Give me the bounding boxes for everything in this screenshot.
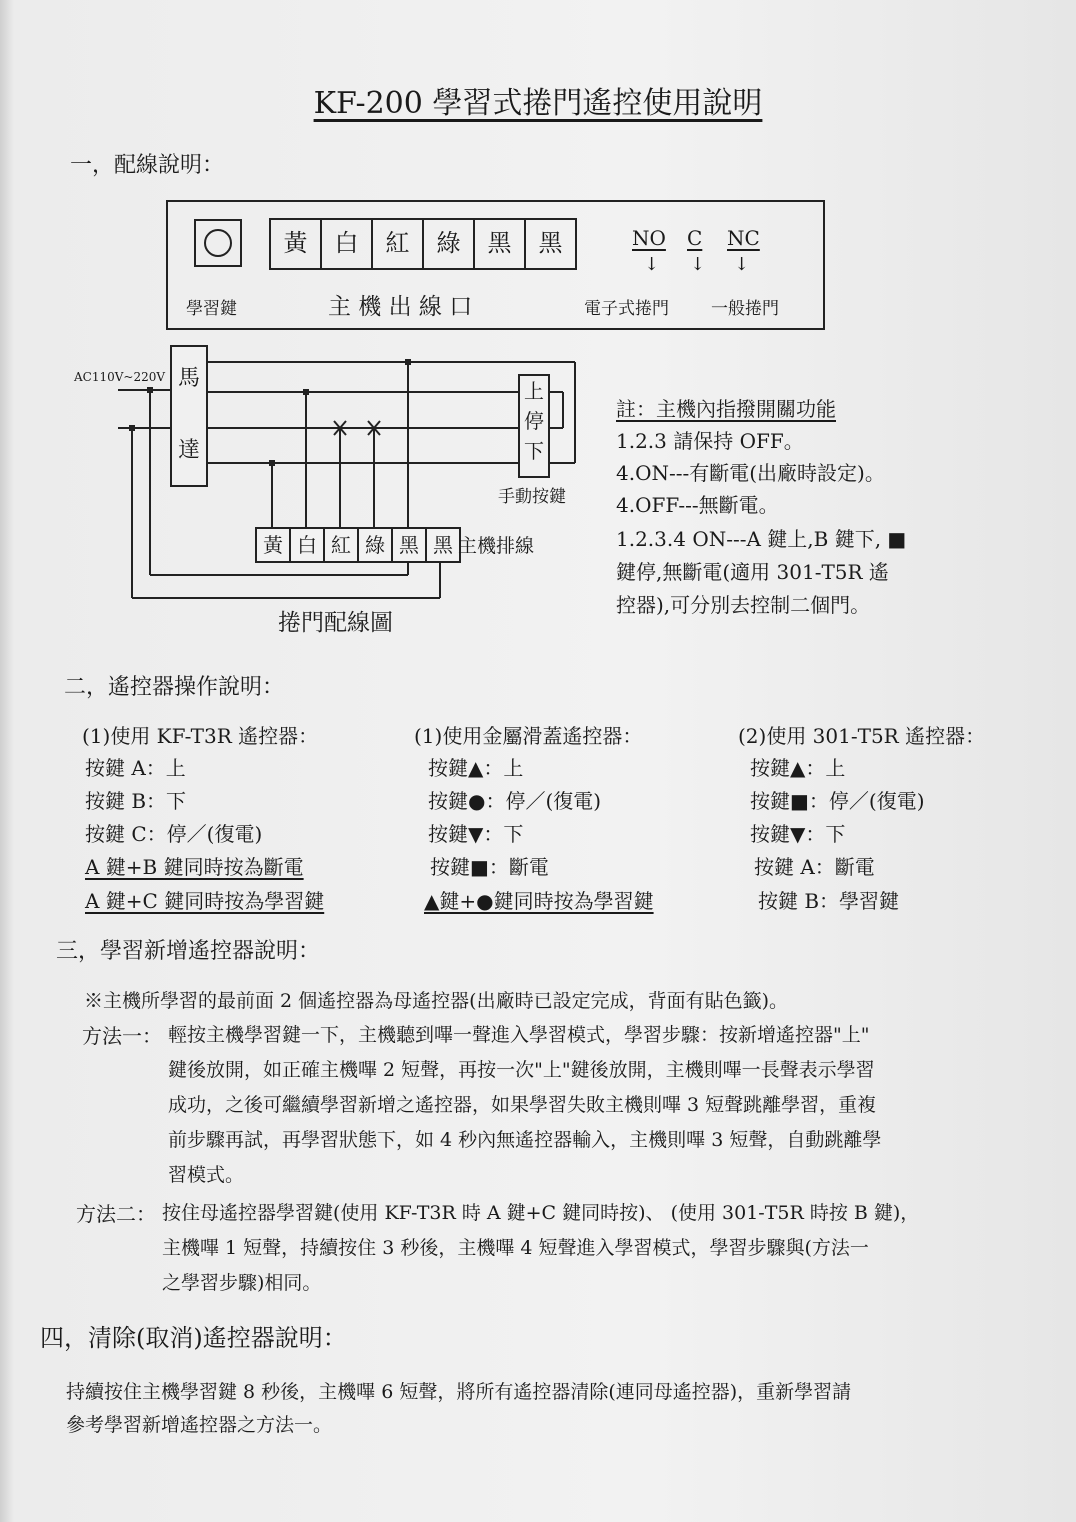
switch-down-label: 下 [524, 439, 544, 463]
mother-remote-note: ※主機所學習的最前面 2 個遙控器為母遙控器(出廠時已設定完成，背面有貼色籤)。 [84, 990, 788, 1012]
remote-col2-line: 按鍵▼：下 [428, 822, 524, 846]
remote-col3-line: 按鍵▲：上 [750, 756, 846, 780]
clear-remote-line: 參考學習新增遙控器之方法一。 [66, 1414, 333, 1436]
note-heading: 註：主機內指撥開關功能 [616, 397, 836, 421]
wire-color: 白 [322, 220, 373, 268]
wire-color: 黑 [538, 229, 563, 257]
method2-label: 方法二： [76, 1202, 156, 1226]
motor-box [170, 345, 208, 487]
remote-col3-line: 按鍵 B：學習鍵 [758, 889, 900, 913]
outlet-label: 主 機 出 線 口 [328, 294, 473, 320]
wire-color: 黃 [271, 220, 322, 268]
down-arrow-icon: ↓ [644, 254, 660, 275]
remote-col1-title: (1)使用 KF-T3R 遙控器： [82, 724, 319, 748]
terminal-nc: NC [727, 226, 760, 250]
section2-heading: 二，遙控器操作說明： [64, 675, 285, 700]
harness-color: 白 [291, 529, 325, 561]
wire-color: 綠 [424, 220, 475, 268]
document-title: KF-200 學習式捲門遙控使用說明 [313, 86, 763, 121]
remote-col2-line: 按鍵▲：上 [428, 756, 524, 780]
manual-button-label: 手動按鍵 [498, 487, 566, 507]
motor-label: 達 [177, 438, 200, 463]
down-arrow-icon: ↓ [690, 254, 706, 275]
section3-heading: 三，學習新增遙控器說明： [56, 939, 321, 964]
manual-switch-box [518, 374, 550, 478]
remote-col1-line: 按鍵 B：下 [85, 789, 187, 813]
wiring-diagram-lines [0, 0, 1076, 700]
harness-color: 黑 [433, 533, 453, 557]
note-line: 4.OFF---無斷電。 [616, 493, 779, 517]
method1-label: 方法一： [82, 1024, 162, 1048]
clear-remote-line: 持續按住主機學習鍵 8 秒後，主機嗶 6 短聲，將所有遙控器清除(連同母遙控器)，重新學習請 [66, 1381, 852, 1403]
note-line: 控器),可分別去控制二個門。 [616, 593, 871, 617]
remote-col3-line: 按鍵▼：下 [750, 822, 846, 846]
learn-key-label: 學習鍵 [186, 299, 237, 319]
remote-col1-line: 按鍵 C：停／(復電) [85, 822, 263, 846]
terminal-c: C [687, 226, 703, 250]
remote-col3-line: 按鍵■：停／(復電) [750, 789, 925, 813]
harness-wire-colors [255, 527, 461, 563]
method2-line: 主機嗶 1 短聲，持續按住 3 秒後，主機嗶 4 短聲進入學習模式，學習步驟與(方法一 [162, 1237, 869, 1259]
remote-col1-line: 按鍵 A：上 [85, 756, 186, 780]
ac-voltage-label: AC110V~220V [74, 370, 166, 384]
remote-col2-line: ▲鍵+●鍵同時按為學習鍵 [424, 889, 654, 913]
remote-col3-line: 按鍵 A：斷電 [754, 855, 875, 879]
note-line: 4.ON---有斷電(出廠時設定)。 [616, 461, 885, 485]
diagram-caption: 捲門配線圖 [278, 610, 393, 636]
electronic-door-label: 電子式捲門 [584, 299, 669, 319]
section4-heading: 四，清除(取消)遙控器說明： [40, 1324, 347, 1352]
note-line: 鍵停,無斷電(適用 301-T5R 遙 [616, 560, 889, 584]
remote-col2-line: 按鍵●：停／(復電) [428, 789, 602, 813]
wire-color: 紅 [373, 220, 424, 268]
motor-label: 馬 [177, 366, 200, 391]
remote-col1-line: A 鍵+B 鍵同時按為斷電 [85, 855, 304, 879]
remote-col1-line: A 鍵+C 鍵同時按為學習鍵 [85, 889, 325, 913]
switch-stop-label: 停 [524, 409, 544, 433]
note-line: 1.2.3 請保持 OFF。 [616, 429, 804, 453]
method1-line: 習模式。 [168, 1164, 245, 1186]
harness-color: 紅 [325, 529, 359, 561]
remote-col3-title: (2)使用 301-T5R 遙控器： [738, 724, 986, 748]
harness-color: 黑 [393, 529, 427, 561]
terminal-no: NO [632, 226, 666, 250]
harness-color: 綠 [359, 529, 393, 561]
method1-line: 成功，之後可繼續學習新增之遙控器，如果學習失敗主機則嗶 3 短聲跳離學習，重複 [168, 1094, 877, 1116]
wire-color: 黑 [475, 220, 526, 268]
method2-line: 按住母遙控器學習鍵(使用 KF-T3R 時 A 鍵+C 鍵同時按)、 (使用 301-T5R 時按 B 鍵)， [162, 1202, 920, 1224]
remote-col2-title: (1)使用金屬滑蓋遙控器： [414, 724, 643, 748]
method1-line: 前步驟再試，再學習狀態下，如 4 秒內無遙控器輸入，主機則嗶 3 短聲，自動跳離學 [168, 1129, 882, 1151]
method1-line: 鍵後放開，如正確主機嗶 2 短聲，再按一次"上"鍵後放開，主機則嗶一長聲表示學習 [168, 1059, 875, 1081]
remote-col2-line: 按鍵■：斷電 [430, 855, 549, 879]
method2-line: 之學習步驟)相同。 [162, 1272, 322, 1294]
switch-up-label: 上 [524, 379, 544, 403]
note-line: 1.2.3.4 ON---A 鍵上,B 鍵下, ■ [616, 527, 907, 551]
normal-door-label: 一般捲門 [711, 299, 779, 319]
harness-label: 主機排線 [458, 535, 535, 557]
section1-heading: 一，配線說明： [70, 153, 225, 178]
harness-color: 黃 [257, 529, 291, 561]
down-arrow-icon: ↓ [734, 254, 750, 275]
method1-line: 輕按主機學習鍵一下，主機聽到嗶一聲進入學習模式，學習步驟：按新增遙控器"上" [168, 1024, 870, 1046]
